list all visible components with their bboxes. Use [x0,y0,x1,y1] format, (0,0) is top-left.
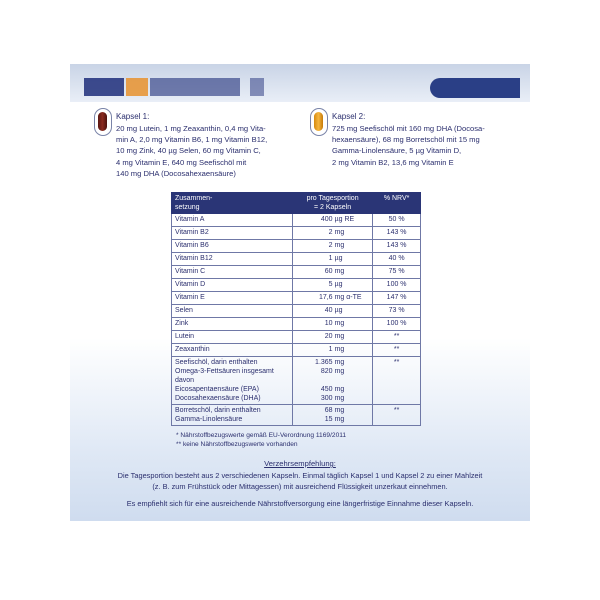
nutrient-amount: 400 [320,216,333,223]
nutrient-nrv: 40 % [373,253,421,266]
capsule-1-line: 4 mg Vitamin E, 640 mg Seefischöl mit [116,157,247,167]
nutrient-name: Vitamin A [172,214,293,227]
capsule-2-ingredients [332,123,520,168]
package-stripe [84,78,124,96]
nutrient-amount-cell [292,266,372,279]
table-row [172,318,421,331]
nutrient-amount-cell [292,331,372,344]
nutrient-unit: µg [334,307,343,314]
nutrient-nrv: 100 % [373,318,421,331]
table-row [172,344,421,357]
capsule-1-title: Kapsel 1: [116,112,150,121]
red-capsule-icon [94,108,112,136]
nutrient-amount: 1 [328,346,333,353]
capsule-1-line: min A, 2,0 mg Vitamin B6, 1 mg Vitamin B12, [116,135,268,145]
table-row [172,331,421,344]
nutrient-unit: µg RE [334,216,355,223]
nutrient-unit: mg [334,229,345,236]
nutrient-nrv: 100 % [373,279,421,292]
header-composition: Zusammen- setzung [172,193,293,214]
nutrient-amount: 1.365 820 450 300 [315,359,333,402]
nutrient-nrv: ** [373,357,421,405]
capsule-2-line: 725 mg Seefischöl mit 160 mg DHA (Docosa- [332,124,485,133]
table-row [172,253,421,266]
table-row [172,405,421,426]
nutrient-name: Zink [172,318,293,331]
nutrient-amount: 2 [328,229,333,236]
nutrient-name: Borretschöl, darin enthalten Gamma-Linolensäure [172,405,293,426]
header-daily-portion: pro Tagesportion = 2 Kapseln [292,193,372,214]
table-row [172,214,421,227]
package-stripe [150,78,240,96]
nutrient-name: Vitamin B6 [172,240,293,253]
nutrient-nrv: ** [373,405,421,426]
nutrient-unit: mg [334,320,345,327]
recommendation-text: (z. B. zum Frühstück oder Mittagessen) mit ausreichend Flüssigkeit unzerkaut einnehmen. [152,482,448,491]
nutrient-unit: µg [334,281,343,288]
nutrient-amount-cell [292,279,372,292]
nutrient-nrv: 75 % [373,266,421,279]
nutrient-nrv: 143 % [373,240,421,253]
nutrient-amount-cell [292,253,372,266]
package-stripe-orange [126,78,148,96]
nutrient-name: Vitamin B2 [172,227,293,240]
header-nrv: % NRV* [373,193,421,214]
nutrient-unit: mg [334,346,345,353]
nutrient-amount: 10 [324,320,333,327]
nutrient-nrv: 147 % [373,292,421,305]
nutrient-amount-cell [292,357,372,405]
nutrient-name: Vitamin E [172,292,293,305]
package-dark-band [430,78,520,98]
nutrient-nrv: ** [373,331,421,344]
nutrient-amount-cell [292,344,372,357]
nutrient-amount-cell [292,227,372,240]
capsule-1-line: 20 mg Lutein, 1 mg Zeaxanthin, 0,4 mg Vita- [116,124,266,133]
nutrient-amount: 17,6 [318,294,333,301]
nutrient-name: Selen [172,305,293,318]
recommendation-title: Verzehrsempfehlung: [264,459,336,468]
nutrient-amount: 68 15 [324,407,333,423]
nutrient-nrv: 50 % [373,214,421,227]
nutrient-name: Lutein [172,331,293,344]
table-row [172,292,421,305]
table-row [172,227,421,240]
table-header-row [172,193,421,214]
package-top-edge [70,64,530,102]
package-stripe [250,78,264,96]
capsule-2-line: hexaensäure), 68 mg Borretschöl mit 15 mg [332,135,480,145]
nutrient-unit: mg mg mg mg [334,359,345,402]
capsule-2-line: 2 mg Vitamin B2, 13,6 mg Vitamin E [332,157,454,167]
nutrient-name: Vitamin B12 [172,253,293,266]
nutrient-unit: mg [334,268,345,275]
nutrient-unit: mg mg [334,407,345,423]
nutrient-nrv: ** [373,344,421,357]
capsule-2-title: Kapsel 2: [332,112,366,121]
nutrient-name: Zeaxanthin [172,344,293,357]
table-row [172,240,421,253]
capsule-1-line: 10 mg Zink, 40 µg Selen, 60 mg Vitamin C, [116,146,261,156]
capsule-1-ingredients [116,123,294,179]
nutrient-amount-cell [292,240,372,253]
nutrient-unit: mg [334,242,345,249]
table-row [172,266,421,279]
nutrient-amount-cell [292,292,372,305]
nutrient-nrv: 73 % [373,305,421,318]
nutrient-name: Vitamin C [172,266,293,279]
nutrient-unit: mg [334,333,345,340]
table-row [172,279,421,292]
nutrient-amount: 1 [328,255,333,262]
nutrient-name: Vitamin D [172,279,293,292]
nutrient-unit: mg α-TE [334,294,362,301]
recommendation-text: Die Tagesportion besteht aus 2 verschiedenen Kapseln. Einmal täglich Kapsel 1 und Kapsel 2 zu einer Mahlzeit [117,471,483,480]
nutrient-amount-cell [292,305,372,318]
footnote-nrv: * Nährstoffbezugswerte gemäß EU-Verordnung 1169/2011 [176,432,347,439]
table-row [172,357,421,405]
nutrient-amount: 20 [324,333,333,340]
nutrient-amount-cell [292,405,372,426]
nutrient-amount-cell [292,318,372,331]
nutrition-table [171,192,421,426]
capsule-1-line: 140 mg DHA (Docosahexaensäure) [116,168,236,178]
nutrient-amount-cell [292,214,372,227]
nutrient-amount: 40 [324,307,333,314]
yellow-capsule-icon [310,108,328,136]
nutrient-name: Seefischöl, darin enthalten Omega-3-Fettsäuren insgesamt davon Eicosapentaensäure (EPA) Docosahexaensäure (DHA) [172,357,293,405]
nutrient-nrv: 143 % [373,227,421,240]
capsule-2-line: Gamma-Linolensäure, 5 µg Vitamin D, [332,146,462,156]
nutrient-amount: 2 [328,242,333,249]
table-row [172,305,421,318]
nutrient-amount: 60 [324,268,333,275]
nutrient-amount: 5 [328,281,333,288]
recommendation-note: Es empfiehlt sich für eine ausreichende Nährstoffversorgung eine längerfristige Einnahme dieser Kapseln. [126,499,474,508]
package-back-panel [70,64,530,521]
nutrient-unit: µg [334,255,343,262]
footnote-no-nrv: ** keine Nährstoffbezugswerte vorhanden [176,441,298,448]
